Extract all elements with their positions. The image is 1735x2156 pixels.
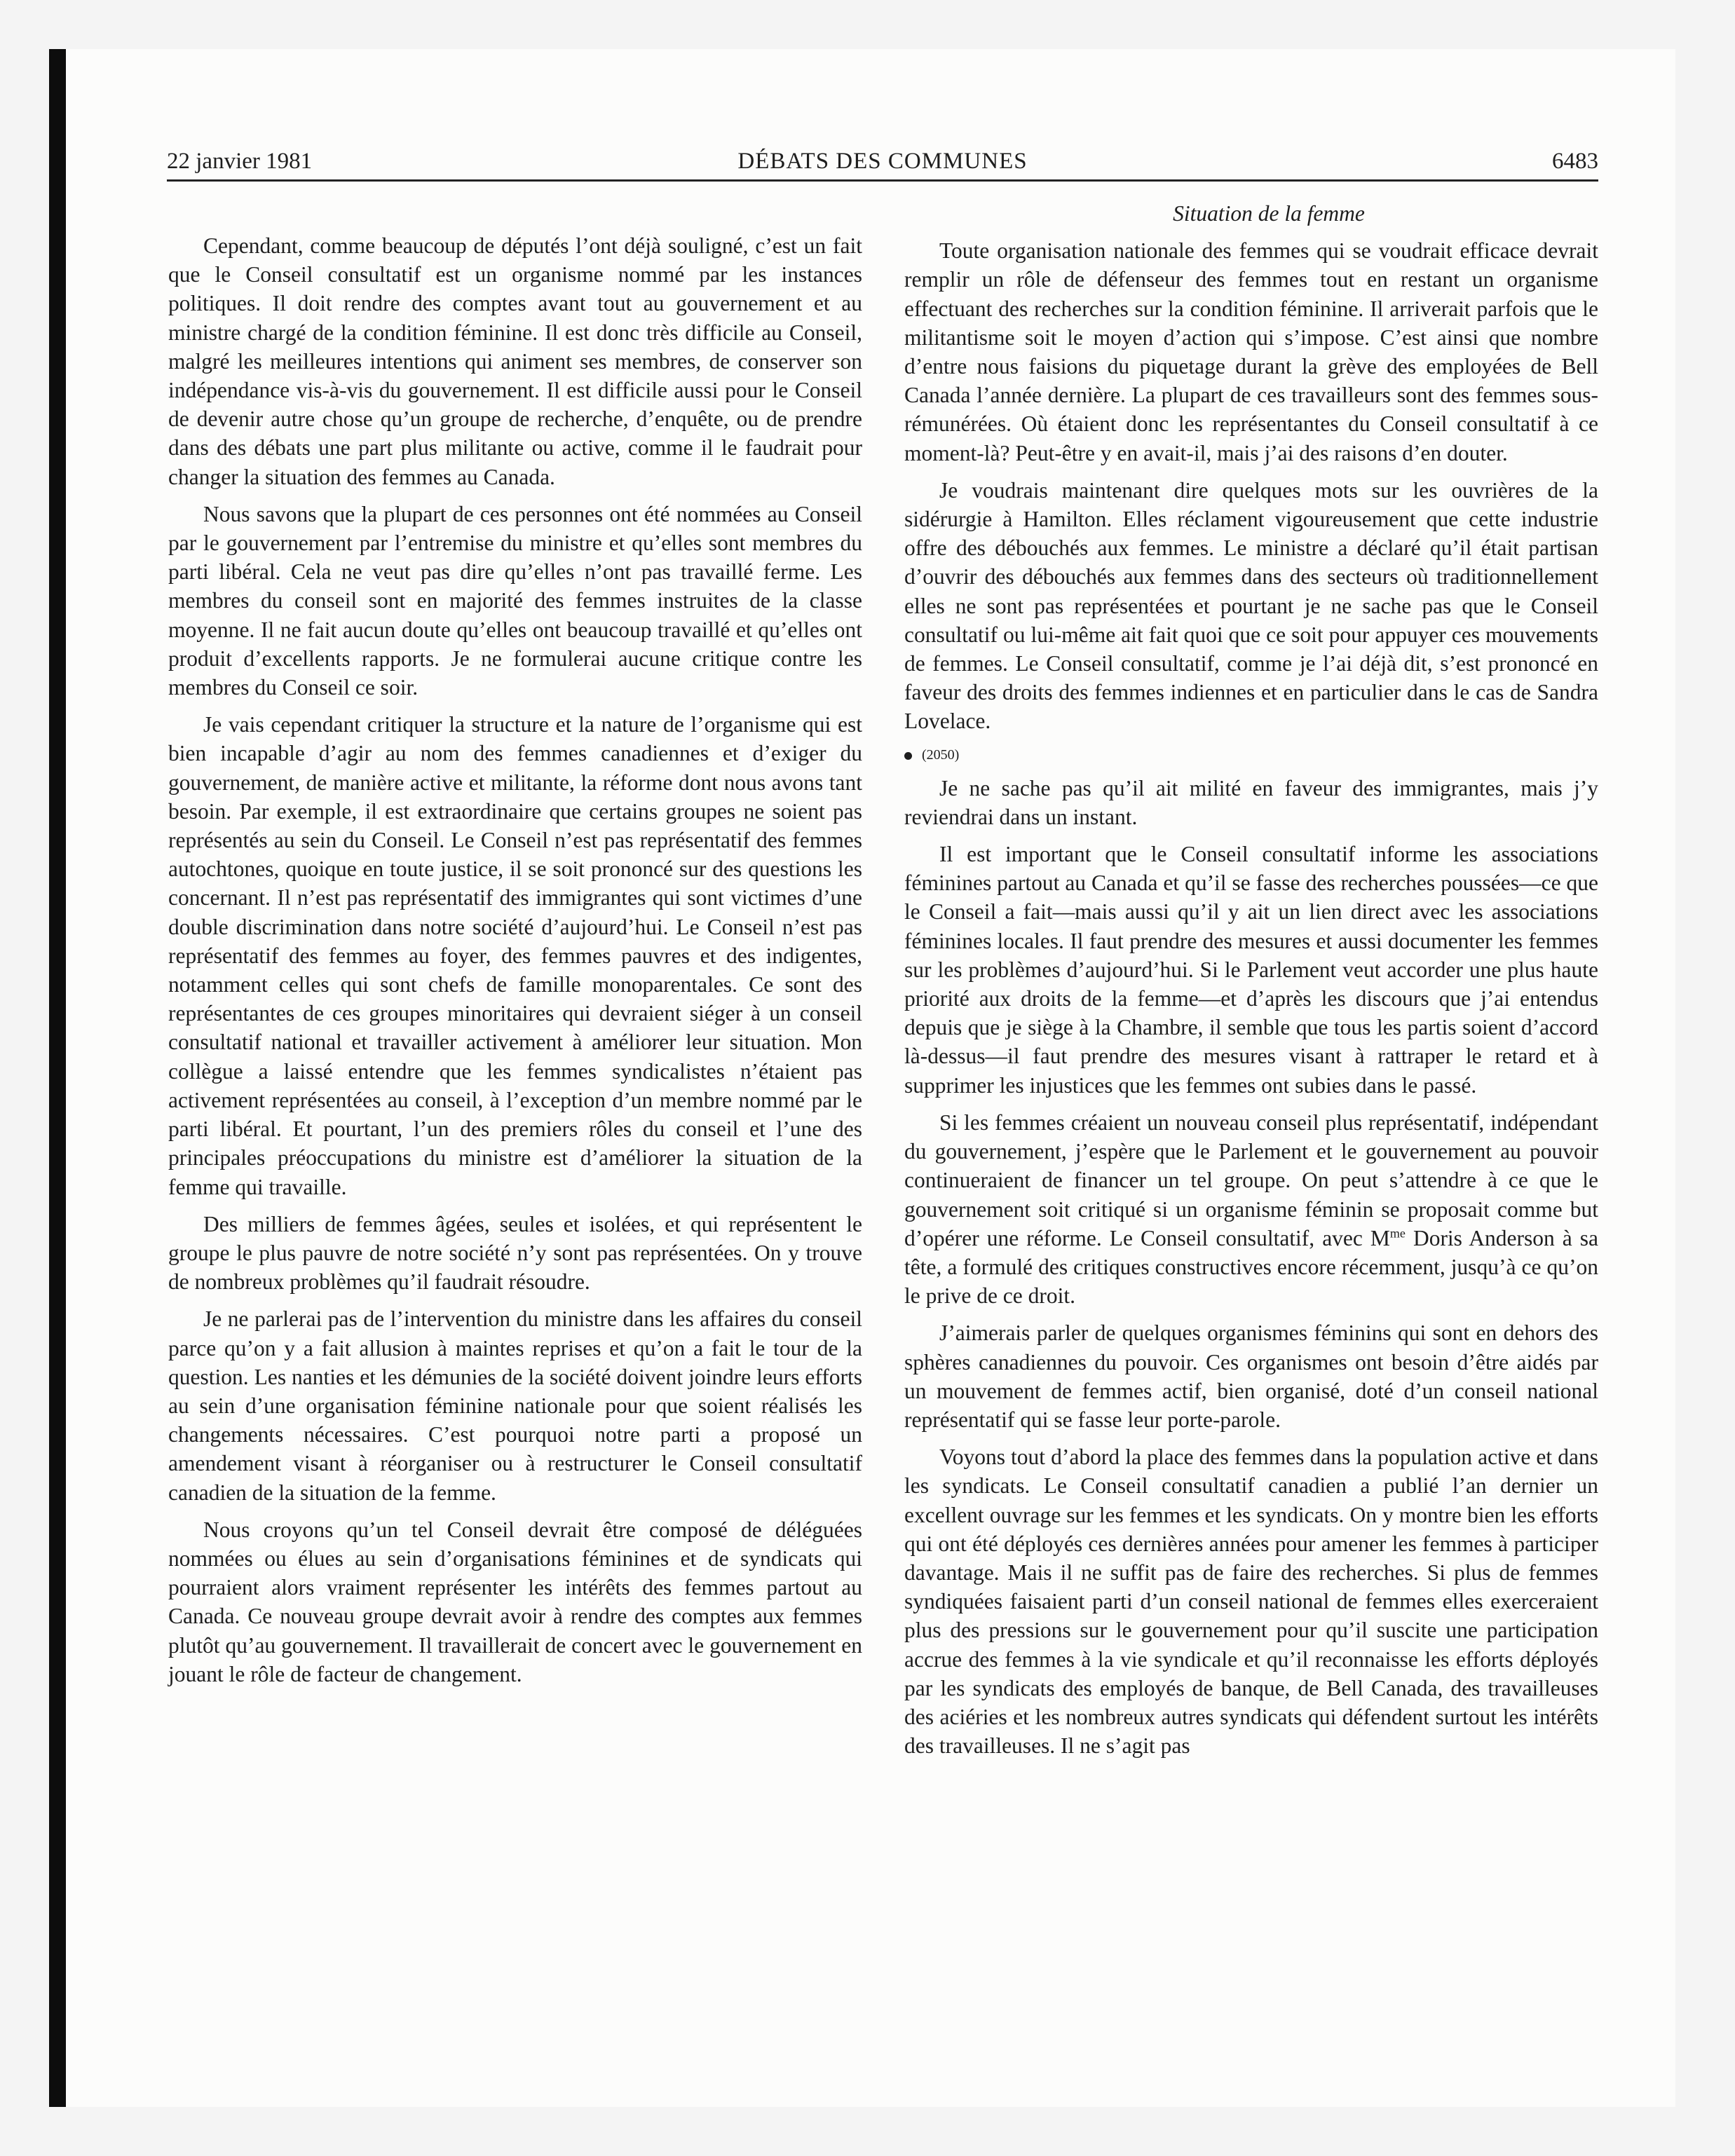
paragraph: J’aimerais parler de quelques organismes féminins qui sont en dehors des sphères canadiennes du pouvoir. Ces organismes ont besoin d’être aidés par un mouvement de femmes actif, bien organisé, doté d’un conseil national représentatif qui se fasse leur porte-parole. (904, 1321, 1598, 1432)
paragraph (904, 1108, 1598, 1310)
paragraph-part: Si les femmes créaient un nouveau conseil plus représentatif, indépendant du gouvernement, j’espère que le Parlement et le gouvernement au pouvoir continueraient de financer un tel groupe. On peut s’attendre à ce que le gouvernement soit critiqué si un organisme féminin se proposait comme but d’opérer une réforme. Le Conseil consultatif, avec M (904, 1110, 1598, 1250)
paragraph: Je ne sache pas qu’il ait milité en faveur des immigrantes, mais j’y reviendrai dans un instant. (904, 775, 1598, 829)
running-header (167, 146, 1598, 182)
paragraph: Voyons tout d’abord la place des femmes dans la population active et dans les syndicats. Le Conseil consultatif canadien a publié l’an dernier un excellent ouvrage sur les femmes et les syndicats. On y montre bien les efforts qui ont été déployés ces dernières années pour amener les femmes à participer davantage. Mais il ne suffit pas de faire des recherches. Si plus de femmes syndiquées faisaient parti d’un conseil national de femmes elles exerceraient plus des pressions sur le gouvernement pour qu’il suscite une participation accrue des femmes à la vie syndicale et qu’il reconnaisse les efforts déployés par les syndicats des employés de banque, de Bell Canada, des travailleuses des aciéries et les nombreux autres syndicats qui défendent surtout les intérêts des travailleuses. Il ne s’agit pas (904, 1445, 1598, 1759)
time-marker (904, 744, 1598, 765)
bullet-icon (904, 752, 912, 760)
left-column (168, 231, 862, 1697)
right-column (904, 199, 1598, 1768)
paragraph: Il est important que le Conseil consultatif informe les associations féminines partout au Canada et qu’il se fasse des recherches poussées—ce que le Conseil a fait—mais aussi qu’il y ait un lien direct avec les associations féminines locales. Il faut prendre des mesures et aussi documenter les femmes sur les problèmes d’aujourd’hui. Si le Parlement veut accorder une plus haute priorité aux droits de la femme—et d’après les discours que j’ai entendus depuis que je siège à la Chambre, il semble que tous les partis soient d’accord là-dessus—il faut prendre des mesures visant à rattraper le retard et à supprimer les injustices que les femmes ont subies dans le passé. (904, 842, 1598, 1098)
header-title: DÉBATS DES COMMUNES (737, 149, 1028, 174)
paragraph: Je ne parlerai pas de l’intervention du ministre dans les affaires du conseil parce qu’on y a fait allusion à maintes reprises et qu’on a fait le tour de la question. Les nanties et les démunies de la société doivent joindre leurs efforts au sein d’une organisation féminine nationale pour que soient réalisés les changements nécessaires. C’est pourquoi notre parti a proposé un amendement visant à réorganiser ou à restructurer le Conseil consultatif canadien de la situation de la femme. (168, 1306, 862, 1505)
paragraph: Nous croyons qu’un tel Conseil devrait être composé de déléguées nommées ou élues au sein d’organisations féminines et de syndicats qui pourraient alors vraiment représenter les intérêts des femmes partout au Canada. Ce nouveau groupe devrait avoir à rendre des comptes aux femmes plutôt qu’au gouvernement. Il travaillerait de concert avec le gouvernement en jouant le rôle de facteur de changement. (168, 1517, 862, 1686)
time-marker-label: (2050) (922, 746, 960, 763)
paragraph: Des milliers de femmes âgées, seules et isolées, et qui représentent le groupe le plus pauvre de notre société n’y sont pas représentées. On y trouve de nombreux problèmes qu’il faudrait résoudre. (168, 1211, 862, 1295)
paragraph: Toute organisation nationale des femmes qui se voudrait efficace devrait remplir un rôle de défenseur des femmes tout en restant un organisme effectuant des recherches sur la condition féminine. Il arriverait parfois que le militantisme soit le moyen d’action qui s’impose. C’est ainsi que nombre d’entre nous faisions du piquetage durant la grève des employées de Bell Canada l’année dernière. La plupart de ces travailleurs sont des femmes sous-rémunérées. Où étaient donc les représentantes du Conseil consultatif à ce moment-là? Peut-être y en avait-il, mais j’ai des raisons d’en douter. (904, 238, 1598, 465)
paragraph: Nous savons que la plupart de ces personnes ont été nommées au Conseil par le gouvernement par l’entremise du ministre et qu’elles sont membres du parti libéral. Cela ne veut pas dire qu’elles n’ont pas travaillé ferme. Les membres du conseil sont en majorité des femmes instruites de la classe moyenne. Il ne fait aucun doute qu’elles ont beaucoup travaillé et qu’elles ont produit d’excellents rapports. Je ne formulerai aucune critique contre les membres du Conseil ce soir. (168, 501, 862, 700)
paragraph: Cependant, comme beaucoup de députés l’ont déjà souligné, c’est un fait que le Conseil consultatif est un organisme nommé par les instances politiques. Il doit rendre des comptes avant tout au gouvernement et au ministre chargé de la condition féminine. Il est donc très difficile au Conseil, malgré les meilleures intentions qui animent ses membres, de conserver son indépendance vis-à-vis du gouvernement. Il est difficile aussi pour le Conseil de devenir autre chose qu’un groupe de recherche, d’enquête, ou de prendre dans des débats une part plus militante ou active, comme il le faudrait pour changer la situation des femmes au Canada. (168, 233, 862, 489)
paragraph: Je vais cependant critiquer la structure et la nature de l’organisme qui est bien incapable d’agir au nom des femmes canadiennes et d’exiger du gouvernement, de manière active et militante, la réforme dont nous avons tant besoin. Par exemple, il est extraordinaire que certains groupes ne soient pas représentés au sein du Conseil. Le Conseil n’est pas représentatif des femmes autochtones, quoique en toute justice, il se soit prononcé sur des questions les concernant. Il n’est pas représentatif des immigrantes qui sont victimes d’une double discrimination dans notre société d’aujourd’hui. Le Conseil n’est pas représentatif des femmes au foyer, des femmes pauvres et des indigentes, notamment celles qui sont chefs de famille monoparentales. Ce sont des représentantes de ces groupes minoritaires qui devraient siéger à un conseil consultatif national et travailler activement à améliorer leur situation. Mon collègue a laissé entendre que les femmes syndicalistes n’étaient pas activement représentées au conseil, à l’exception d’un membre nommé par le parti libéral. Et pourtant, l’un des premiers rôles du conseil et l’une des principales préoccupations du ministre est d’améliorer la situation de la femme qui travaille. (168, 712, 862, 1199)
paragraph-part: Doris Anderson à sa tête, a formulé des critiques constructives encore récemment, jusqu’à ce qu’on le prive de ce droit. (904, 1225, 1598, 1309)
section-title: Situation de la femme (1173, 201, 1365, 226)
page-number: 6483 (1552, 149, 1598, 174)
paragraph: Je voudrais maintenant dire quelques mots sur les ouvrières de la sidérurgie à Hamilton. Elles réclament vigoureusement que cette industrie offre des débouchés aux femmes. Le ministre a déclaré qu’il était partisan d’ouvrir des débouchés aux femmes dans des secteurs où traditionnellement elles ne sont pas représentées et pourtant je ne sache pas que le Conseil consultatif ou lui-même ait fait quoi que ce soit pour appuyer ces mouvements de femmes. Le Conseil consultatif, comme je l’ai déjà dit, s’est prononcé en faveur des droits des femmes indiennes et en particulier dans le cas de Sandra Lovelace. (904, 477, 1598, 734)
header-date: 22 janvier 1981 (167, 149, 313, 174)
header-rule (167, 179, 1598, 182)
superscript: me (1389, 1226, 1406, 1241)
binding-edge (49, 49, 66, 2107)
